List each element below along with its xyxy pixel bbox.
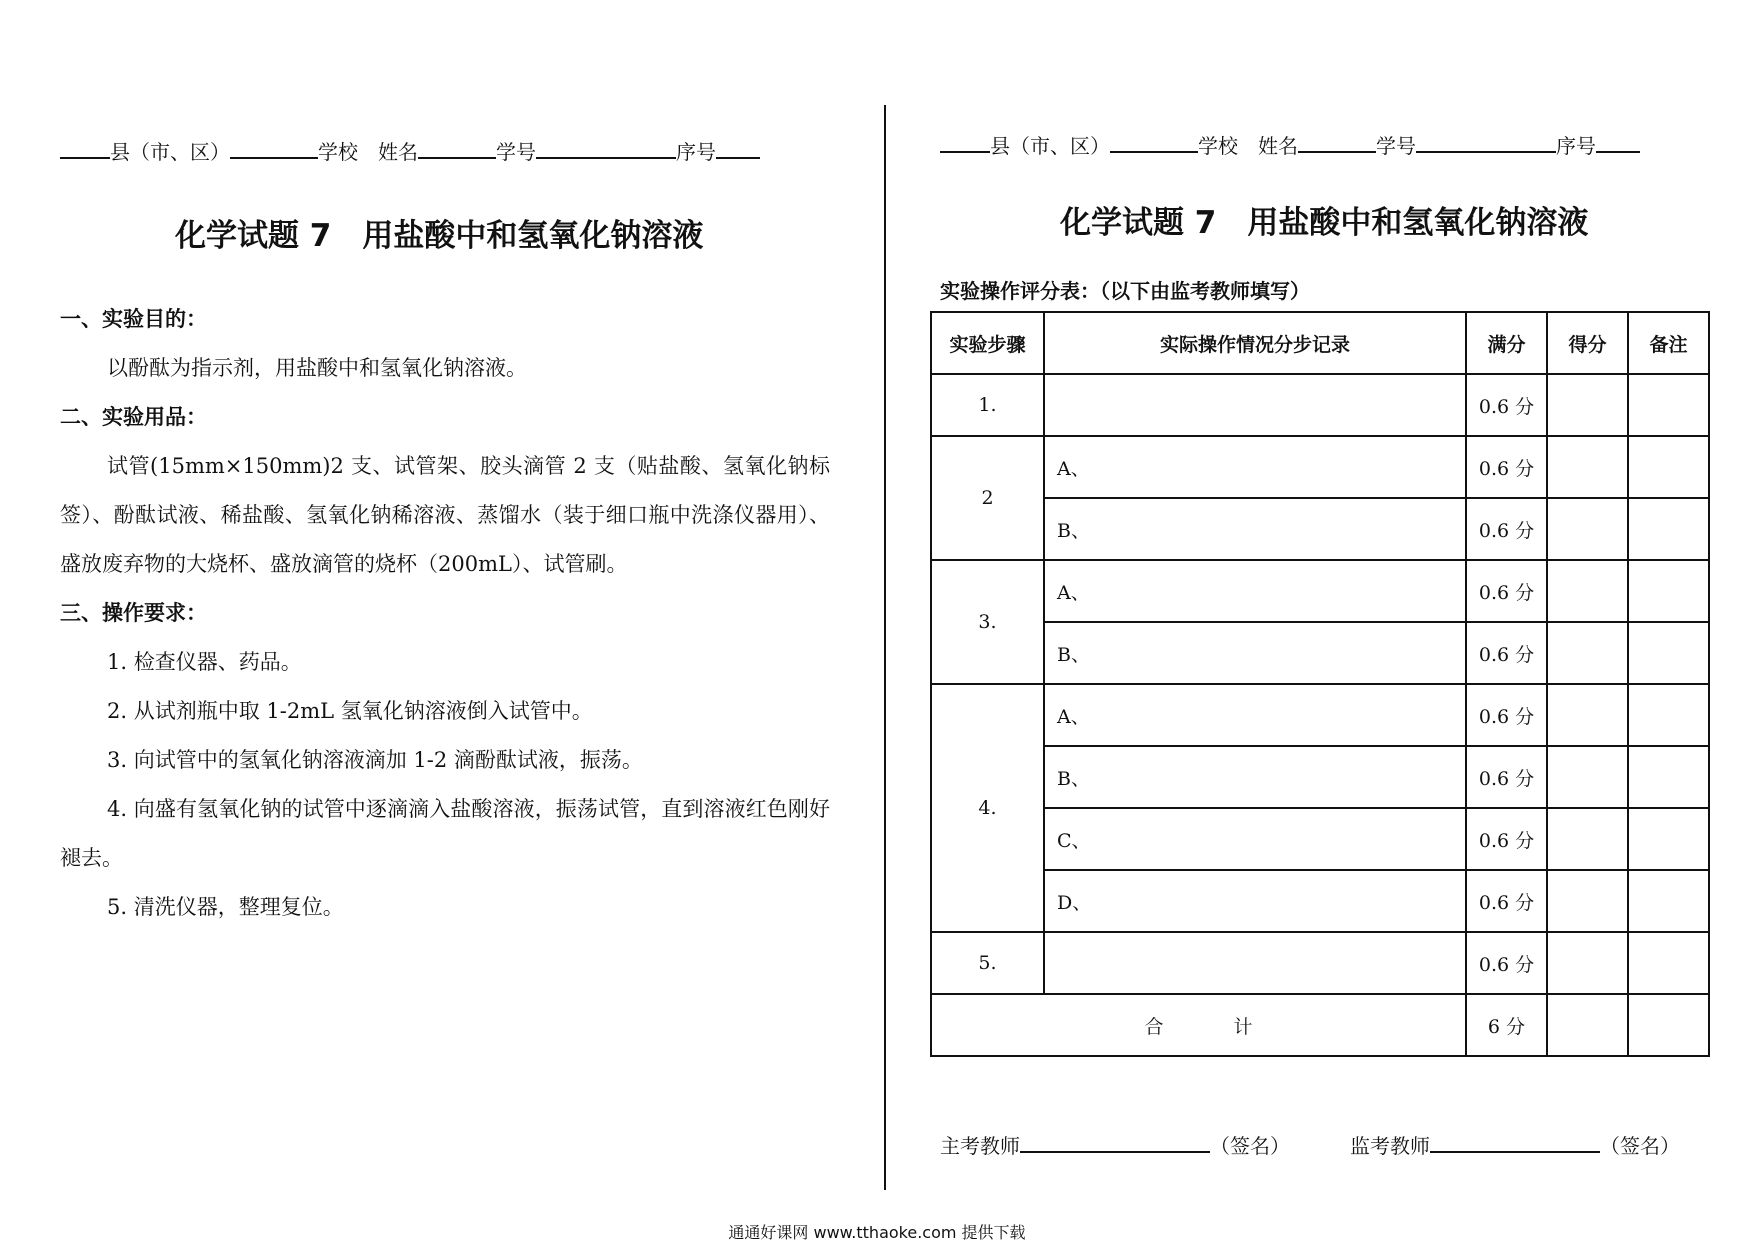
column-divider [884,105,886,1190]
step-item: 3. 向试管中的氢氧化钠溶液滴加 1-2 滴酚酞试液，振荡。 [107,748,643,772]
sub-label: A、 [1057,457,1090,480]
score-cell[interactable] [1547,622,1628,684]
record-cell[interactable] [1044,746,1466,808]
table-row [931,684,1709,746]
step-item: 5. 清洗仪器，整理复位。 [107,895,344,919]
total-row [931,994,1709,1056]
step-label: 5. [931,932,1044,994]
table-row [931,498,1709,560]
signature-line [940,1130,1680,1159]
step-label: 3. [931,560,1044,684]
student-info-line [60,136,760,165]
full-score-cell: 0.6 分 [1466,498,1547,560]
score-table [930,311,1710,1057]
name-label: 姓名 [378,140,418,164]
page-title: 化学试题 7 用盐酸中和氢氧化钠溶液 [175,218,704,254]
note-cell[interactable] [1628,684,1709,746]
table-row [931,560,1709,622]
full-score-cell: 0.6 分 [1466,746,1547,808]
header-full-score: 满分 [1466,312,1547,374]
sub-label: B、 [1057,643,1090,666]
total-label-2: 计 [1233,1015,1253,1038]
school-label: 学校 [318,140,358,164]
header-note: 备注 [1628,312,1709,374]
sign-suffix: （签名） [1210,1134,1290,1158]
name-blank[interactable] [1298,133,1376,153]
sub-label: D、 [1057,891,1092,914]
chief-teacher-label: 主考教师 [940,1134,1020,1158]
county-label: 县（市、区） [110,140,230,164]
total-label [931,994,1466,1056]
sign-suffix: （签名） [1600,1134,1680,1158]
full-score-cell: 0.6 分 [1466,932,1547,994]
score-cell[interactable] [1547,746,1628,808]
header-step: 实验步骤 [931,312,1044,374]
sub-label: A、 [1057,705,1090,728]
name-blank[interactable] [418,139,496,159]
note-cell[interactable] [1628,622,1709,684]
student-no-blank[interactable] [536,139,676,159]
header-record: 实际操作情况分步记录 [1044,312,1466,374]
table-row [931,374,1709,436]
district-blank[interactable] [230,139,318,159]
name-label: 姓名 [1258,134,1298,158]
record-cell[interactable] [1044,622,1466,684]
sub-label: B、 [1057,519,1090,542]
step-label: 2 [931,436,1044,560]
table-row [931,932,1709,994]
seq-label: 序号 [1556,134,1596,158]
page-title: 化学试题 7 用盐酸中和氢氧化钠溶液 [1060,205,1589,241]
left-body [60,295,830,932]
step-item: 4. 向盛有氢氧化钠的试管中逐滴滴入盐酸溶液，振荡试管，直到溶液红色刚好褪去。 [60,797,830,870]
note-cell[interactable] [1628,932,1709,994]
seq-blank[interactable] [716,139,760,159]
total-got-cell[interactable] [1547,994,1628,1056]
record-cell[interactable] [1044,684,1466,746]
note-cell[interactable] [1628,374,1709,436]
chief-teacher-blank[interactable] [1020,1133,1210,1153]
seq-label: 序号 [676,140,716,164]
student-no-label: 学号 [1376,134,1416,158]
full-score-cell: 0.6 分 [1466,436,1547,498]
table-header-row [931,312,1709,374]
score-cell[interactable] [1547,436,1628,498]
full-score-cell: 0.6 分 [1466,808,1547,870]
student-no-blank[interactable] [1416,133,1556,153]
full-score-cell: 0.6 分 [1466,684,1547,746]
note-cell[interactable] [1628,808,1709,870]
section3-heading: 三、操作要求： [60,601,207,625]
note-cell[interactable] [1628,746,1709,808]
proctor-teacher-blank[interactable] [1430,1133,1600,1153]
record-cell[interactable] [1044,498,1466,560]
header-got-score: 得分 [1547,312,1628,374]
footer-credit: 通通好课网 www.tthaoke.com 提供下载 [728,1223,1026,1242]
note-cell[interactable] [1628,498,1709,560]
score-cell[interactable] [1547,560,1628,622]
student-no-label: 学号 [496,140,536,164]
section2-heading: 二、实验用品： [60,405,207,429]
score-cell[interactable] [1547,684,1628,746]
county-label: 县（市、区） [990,134,1110,158]
record-cell[interactable] [1044,560,1466,622]
district-blank[interactable] [1110,133,1198,153]
note-cell[interactable] [1628,560,1709,622]
record-cell[interactable] [1044,436,1466,498]
total-label-1: 合 [1144,1015,1164,1038]
step-label: 1. [931,374,1044,436]
county-blank[interactable] [940,133,990,153]
record-cell[interactable] [1044,808,1466,870]
record-cell[interactable] [1044,932,1466,994]
total-note-cell[interactable] [1628,994,1709,1056]
score-cell[interactable] [1547,870,1628,932]
section2-text: 试管(15mm×150mm)2 支、试管架、胶头滴管 2 支（贴盐酸、氢氧化钠标签）、酚酞试液、稀盐酸、氢氧化钠稀溶液、蒸馏水（装于细口瓶中洗涤仪器用）、盛放废弃物的大烧杯、盛放滴管的烧杯（200mL）、试管刷。 [60,454,830,576]
full-score-cell: 0.6 分 [1466,870,1547,932]
sub-label: A、 [1057,581,1090,604]
section1-heading: 一、实验目的： [60,307,207,331]
full-score-cell: 0.6 分 [1466,374,1547,436]
sub-label: C、 [1057,829,1091,852]
section1-text: 以酚酞为指示剂，用盐酸中和氢氧化钠溶液。 [107,356,527,380]
table-caption: 实验操作评分表：（以下由监考教师填写） [940,279,1310,303]
record-cell[interactable] [1044,374,1466,436]
student-info-line [940,130,1640,159]
full-score-cell: 0.6 分 [1466,622,1547,684]
step-label: 4. [931,684,1044,932]
full-score-cell: 0.6 分 [1466,560,1547,622]
county-blank[interactable] [60,139,110,159]
sub-label: B、 [1057,767,1090,790]
table-row [931,746,1709,808]
step-item: 2. 从试剂瓶中取 1-2mL 氢氧化钠溶液倒入试管中。 [107,699,593,723]
school-label: 学校 [1198,134,1238,158]
note-cell[interactable] [1628,436,1709,498]
table-row [931,436,1709,498]
record-cell[interactable] [1044,870,1466,932]
score-cell[interactable] [1547,498,1628,560]
note-cell[interactable] [1628,870,1709,932]
table-row [931,870,1709,932]
table-row [931,622,1709,684]
seq-blank[interactable] [1596,133,1640,153]
total-score-cell: 6 分 [1466,994,1547,1056]
score-cell[interactable] [1547,808,1628,870]
table-row [931,808,1709,870]
proctor-teacher-label: 监考教师 [1350,1134,1430,1158]
score-cell[interactable] [1547,374,1628,436]
score-cell[interactable] [1547,932,1628,994]
step-item: 1. 检查仪器、药品。 [107,650,302,674]
